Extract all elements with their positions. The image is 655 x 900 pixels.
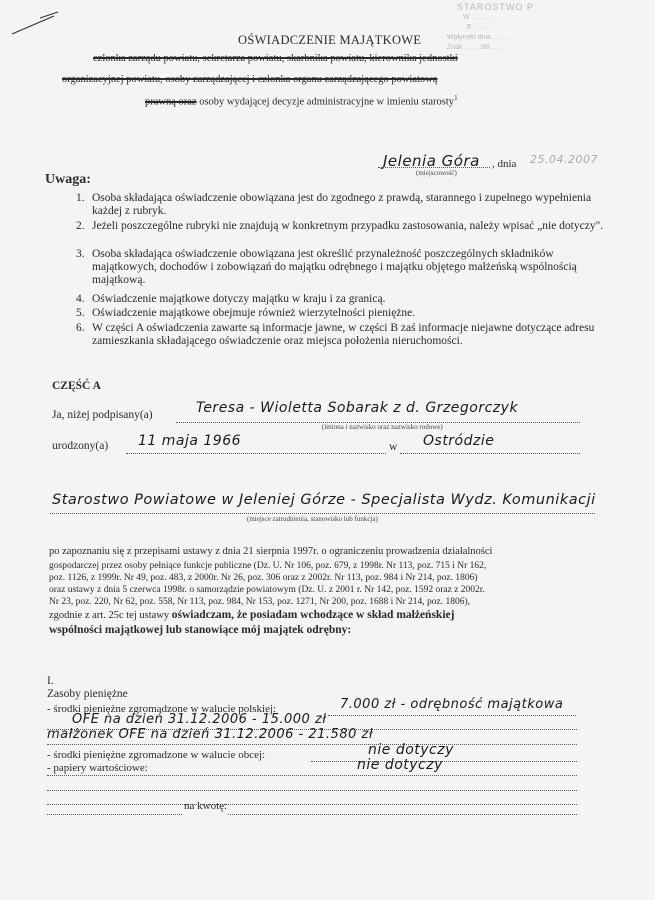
employer-value: Starostwo Powiatowe w Jeleniej Górze - Specjalista Wydz. Komunikacji [52, 492, 596, 508]
stamp-line: E . . . . . . . [467, 24, 499, 31]
dnia-label: , dnia [492, 158, 517, 170]
stamp-line: Znak . . . . 3/8 . . . [447, 44, 502, 51]
registry-stamp [445, 0, 655, 58]
legal-line-6-start: zgodnie z art. 25c tej ustawy [49, 609, 172, 621]
uwaga-item-6 [76, 322, 607, 348]
legal-line: Nr 23, poz. 220, Nr 62, poz. 558, Nr 113, poz. 984, Nr 153, poz. 1271, Nr 200, poz. 1688 i Nr 214, poz. 1806), [49, 596, 471, 607]
born-date: 11 maja 1966 [138, 433, 242, 449]
pln-value: 7.000 zł - odrębność majątkowa [340, 697, 564, 712]
born-place-dots [400, 452, 580, 454]
kwota-dots [47, 813, 182, 815]
place-dots [378, 166, 490, 168]
uwaga-text: Jeżeli poszczególne rubryki nie znajdują w konkretnym przypadku zastosowania, należy wpisać „nie dotyczy". [92, 220, 604, 232]
born-date-dots [126, 452, 386, 454]
legal-declaration: oświadczam, że posiadam wchodzące w skład małżeńskiej [171, 608, 455, 621]
uwaga-text: Oświadczenie majątkowe dotyczy majątku w kraju i za granicą. [92, 293, 386, 305]
ja-label: Ja, niżej podpisany(a) [52, 409, 153, 421]
section-i-heading: Zasoby pieniężne [47, 688, 128, 700]
legal-line: poz. 1126, z 1999r. Nr 49, poz. 483, z 2000r. Nr 26, poz. 306 oraz z 2002r. Nr 113, poz. 984 i Nr 214, poz. 1806) [49, 572, 478, 583]
securities-label: - papiery wartościowe: [47, 762, 148, 774]
na-kwote-label: na kwotę: [184, 800, 228, 812]
uwaga-item-4 [76, 293, 607, 306]
uwaga-num: 3. [76, 248, 85, 260]
foreign-dots [311, 760, 577, 762]
legal-line: gospodarczej przez osoby pełniące funkcje publiczne (Dz. U. Nr 106, poz. 679, z 1998r. Nr 113, poz. 715 i Nr 162, [49, 560, 487, 571]
uwaga-item-2 [76, 220, 607, 233]
uwaga-num: 1. [76, 192, 85, 204]
securities-dots-2 [47, 803, 577, 805]
ofe-dots-2 [47, 743, 577, 745]
stamp-line: Wpłynęło dnia . . . . . . [447, 34, 515, 41]
uwaga-item-3 [76, 248, 607, 287]
uwaga-num: 6. [76, 322, 85, 334]
uwaga-text: Osoba składająca oświadczenie obowiązana jest określić przynależność poszczególnych składników majątkowych, dochodów i zobowiązań do majątku odrębnego i majątku objętego małżeńską wspólnością majątkową. [92, 248, 577, 286]
place-value: Jelenia Góra [383, 152, 480, 170]
foreign-value: nie dotyczy [368, 742, 454, 758]
foreign-dots-3 [47, 789, 577, 791]
stamp-office: STAROSTWO P [457, 2, 534, 12]
pln-dots [328, 714, 576, 716]
header-line-3-text: osoby wydającej decyzje administracyjne w imieniu starosty [196, 96, 455, 108]
header-struck-words: prawną oraz [145, 96, 197, 108]
ofe-line-2: małżonek OFE na dzień 31.12.2006 - 21.580 zł [47, 727, 374, 742]
stamp-line: W . . . . . . [463, 14, 493, 21]
legal-text [49, 545, 609, 638]
uwaga-heading: Uwaga: [45, 172, 91, 187]
employer-caption: (miejsce zatrudnienia, stanowisko lub funkcja) [247, 515, 378, 523]
name-value: Teresa - Wioletta Sobarak z d. Grzegorczyk [196, 400, 519, 416]
uwaga-num: 4. [76, 293, 85, 305]
date-value: 25.04.2007 [530, 153, 598, 166]
place-caption: (miejscowość) [416, 169, 457, 177]
header-struck-line-2: organizacyjnej powiatu, osoby zarządzającej i członka organu zarządzającego powiatową [62, 74, 438, 85]
footnote-mark: 1 [454, 94, 458, 102]
uwaga-num: 5. [76, 307, 85, 319]
born-place: Ostródzie [423, 433, 495, 449]
document-title: OŚWIADCZENIE MAJĄTKOWE [238, 33, 422, 47]
employer-dots [50, 512, 595, 514]
legal-line-6 [49, 608, 609, 624]
foreign-label: - środki pieniężne zgromadzone w walucie obcej: [47, 749, 266, 761]
uwaga-text: Osoba składająca oświadczenie obowiązana jest do zgodnego z prawdą, starannego i zupełnego wypełnienia każdej z rubryk. [92, 192, 592, 217]
header-line-3 [145, 94, 458, 108]
ofe-line-1: OFE na dzień 31.12.2006 - 15.000 zł [72, 712, 327, 727]
legal-line: oraz ustawy z dnia 5 czerwca 1998r. o samorządzie powiatowym (Dz. U. z 2001 r. Nr 142, poz. 1592 oraz z 2002r. [49, 584, 485, 595]
born-label: urodzony(a) [52, 440, 109, 452]
uwaga-num: 2. [76, 220, 85, 232]
czesc-a-heading: CZĘŚĆ A [52, 380, 101, 392]
securities-value: nie dotyczy [357, 757, 443, 773]
legal-line: po zapoznaniu się z przepisami ustawy z dnia 21 sierpnia 1997r. o ograniczeniu prowadzenia działalności [49, 546, 493, 557]
uwaga-item-1 [76, 192, 607, 218]
header-struck-line-1: członka zarządu powiatu, sekretarza powiatu, skarbnika powiatu, kierownika jednostki [93, 53, 458, 64]
kwota-value-dots [228, 813, 577, 815]
uwaga-text: Oświadczenie majątkowe obejmuje również wierzytelności pieniężne. [92, 307, 416, 319]
section-i-roman: I. [47, 675, 54, 687]
legal-declaration-2: wspólności majątkowej lub stanowiące mój majątek odrębny: [49, 624, 352, 636]
pen-stroke-mark [10, 8, 60, 38]
uwaga-item-5 [76, 307, 607, 320]
pln-label: - środki pieniężne zgromadzone w walucie polskiej: [47, 703, 277, 715]
name-caption: (imiona i nazwisko oraz nazwisko rodowe) [322, 423, 443, 431]
uwaga-text: W części A oświadczenia zawarte są informacje jawne, w części B zaś informacje niejawne dotyczące adresu zamieszkania składającego oświadczenie oraz miejsca położenia nieruchomości. [92, 322, 595, 347]
w-label: w [389, 441, 398, 453]
securities-dots [168, 774, 577, 776]
